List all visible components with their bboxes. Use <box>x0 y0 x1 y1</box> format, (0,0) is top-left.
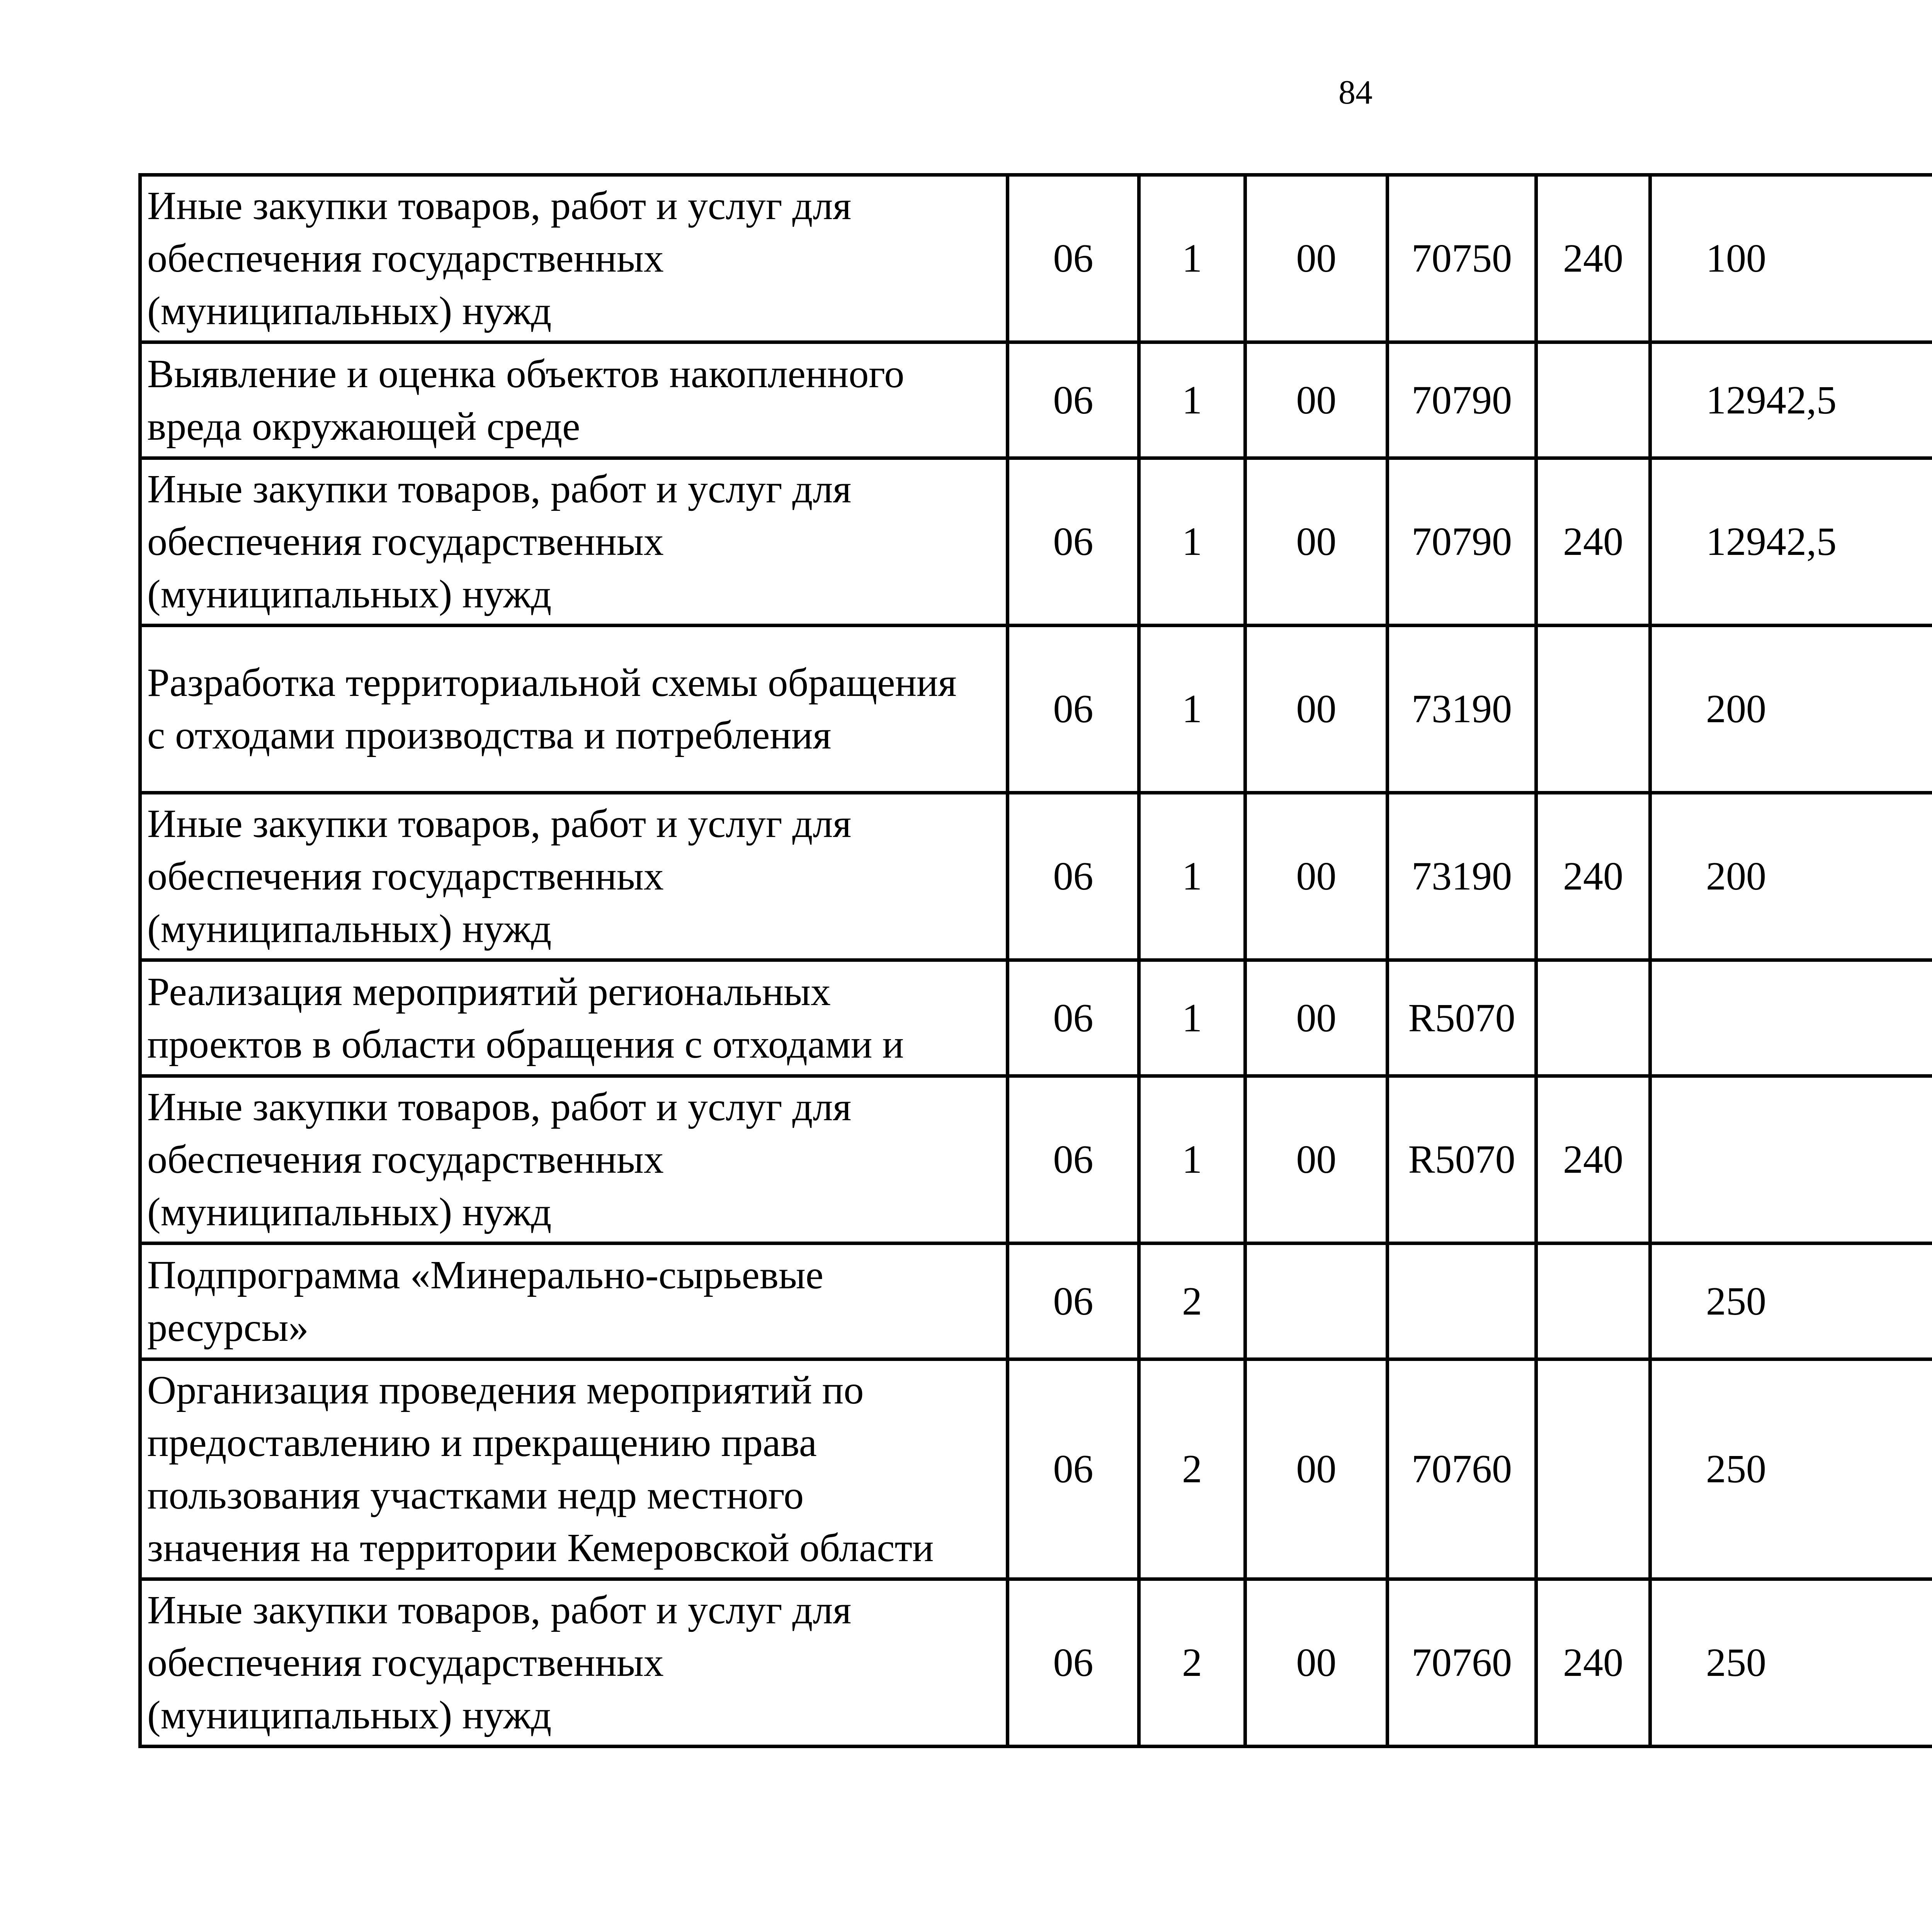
cell-subprogram: 1 <box>1139 960 1245 1076</box>
description-line: (муниципальных) нужд <box>147 289 552 333</box>
cell-section: 06 <box>1008 793 1139 960</box>
table-body <box>140 175 1932 1747</box>
table-row <box>140 1243 1932 1359</box>
cell-year1: 250 <box>1650 1243 1932 1359</box>
description-line: Выявление и оценка объектов накопленного <box>147 351 905 396</box>
cell-subprogram: 1 <box>1139 458 1245 626</box>
cell-code: 70790 <box>1388 458 1536 626</box>
description-line: (муниципальных) нужд <box>147 1190 552 1234</box>
description-line: (муниципальных) нужд <box>147 572 552 616</box>
cell-year1 <box>1650 960 1932 1076</box>
cell-section: 06 <box>1008 1076 1139 1243</box>
table-row <box>140 626 1932 793</box>
row-description <box>140 175 1008 342</box>
cell-direction: 00 <box>1245 342 1388 458</box>
page-number: 84 <box>1338 74 1372 111</box>
table-row <box>140 1359 1932 1579</box>
row-description <box>140 1076 1008 1243</box>
description-line: обеспечения государственных <box>147 236 664 281</box>
cell-direction: 00 <box>1245 1579 1388 1747</box>
cell-code: 70760 <box>1388 1359 1536 1579</box>
cell-year1: 250 <box>1650 1359 1932 1579</box>
cell-expense-type: 240 <box>1536 793 1650 960</box>
cell-subprogram: 1 <box>1139 342 1245 458</box>
row-description <box>140 1243 1008 1359</box>
cell-direction: 00 <box>1245 960 1388 1076</box>
cell-year1: 12942,5 <box>1650 458 1932 626</box>
cell-subprogram: 1 <box>1139 1076 1245 1243</box>
cell-subprogram: 2 <box>1139 1579 1245 1747</box>
cell-year1: 100 <box>1650 175 1932 342</box>
cell-code: R5070 <box>1388 1076 1536 1243</box>
cell-year1: 200 <box>1650 793 1932 960</box>
cell-subprogram: 2 <box>1139 1243 1245 1359</box>
cell-code: 70750 <box>1388 175 1536 342</box>
cell-direction: 00 <box>1245 793 1388 960</box>
cell-code: R5070 <box>1388 960 1536 1076</box>
description-line: пользования участками недр местного <box>147 1473 804 1517</box>
cell-section: 06 <box>1008 960 1139 1076</box>
cell-subprogram: 1 <box>1139 626 1245 793</box>
cell-expense-type <box>1536 342 1650 458</box>
row-description <box>140 1579 1008 1747</box>
cell-subprogram: 1 <box>1139 175 1245 342</box>
description-line: значения на территории Кемеровской области <box>147 1526 934 1570</box>
table-row <box>140 342 1932 458</box>
cell-expense-type: 240 <box>1536 458 1650 626</box>
description-line: предоставлению и прекращению права <box>147 1420 817 1465</box>
table-row <box>140 960 1932 1076</box>
table-row <box>140 175 1932 342</box>
cell-direction <box>1245 1243 1388 1359</box>
description-line: проектов в области обращения с отходами и <box>147 1022 904 1067</box>
table-row <box>140 1579 1932 1747</box>
description-line: (муниципальных) нужд <box>147 907 552 951</box>
description-line: с отходами производства и потребления <box>147 713 832 757</box>
cell-code <box>1388 1243 1536 1359</box>
cell-direction: 00 <box>1245 1076 1388 1243</box>
cell-direction: 00 <box>1245 626 1388 793</box>
cell-year1: 200 <box>1650 626 1932 793</box>
cell-code: 73190 <box>1388 793 1536 960</box>
cell-section: 06 <box>1008 1359 1139 1579</box>
cell-expense-type <box>1536 1243 1650 1359</box>
description-line: обеспечения государственных <box>147 1640 664 1685</box>
description-line: обеспечения государственных <box>147 1137 664 1182</box>
cell-code: 70790 <box>1388 342 1536 458</box>
row-description <box>140 458 1008 626</box>
description-line: Подпрограмма «Минерально-сырьевые <box>147 1252 823 1297</box>
table-row <box>140 458 1932 626</box>
description-line: ресурсы» <box>147 1305 309 1350</box>
description-line: вреда окружающей среде <box>147 404 580 449</box>
cell-direction: 00 <box>1245 1359 1388 1579</box>
cell-code: 70760 <box>1388 1579 1536 1747</box>
table-row <box>140 793 1932 960</box>
table-row <box>140 1076 1932 1243</box>
cell-year1: 250 <box>1650 1579 1932 1747</box>
description-line: Разработка территориальной схемы обращения <box>147 660 957 705</box>
cell-section: 06 <box>1008 1243 1139 1359</box>
row-description <box>140 626 1008 793</box>
cell-subprogram: 2 <box>1139 1359 1245 1579</box>
description-line: Иные закупки товаров, работ и услуг для <box>147 1588 852 1632</box>
cell-section: 06 <box>1008 626 1139 793</box>
description-line: (муниципальных) нужд <box>147 1693 552 1737</box>
description-line: Иные закупки товаров, работ и услуг для <box>147 801 852 846</box>
cell-expense-type: 240 <box>1536 1579 1650 1747</box>
cell-direction: 00 <box>1245 175 1388 342</box>
row-description <box>140 960 1008 1076</box>
description-line: Иные закупки товаров, работ и услуг для <box>147 467 852 511</box>
cell-expense-type <box>1536 626 1650 793</box>
description-line: Реализация мероприятий региональных <box>147 969 831 1014</box>
cell-code: 73190 <box>1388 626 1536 793</box>
row-description <box>140 1359 1008 1579</box>
cell-section: 06 <box>1008 342 1139 458</box>
description-line: Иные закупки товаров, работ и услуг для <box>147 184 852 228</box>
cell-section: 06 <box>1008 175 1139 342</box>
cell-section: 06 <box>1008 458 1139 626</box>
cell-year1: 12942,5 <box>1650 342 1932 458</box>
cell-expense-type: 240 <box>1536 175 1650 342</box>
row-description <box>140 793 1008 960</box>
cell-direction: 00 <box>1245 458 1388 626</box>
cell-expense-type <box>1536 1359 1650 1579</box>
description-line: обеспечения государственных <box>147 854 664 898</box>
description-line: Организация проведения мероприятий по <box>147 1368 864 1412</box>
budget-table <box>138 173 1932 1748</box>
cell-section: 06 <box>1008 1579 1139 1747</box>
description-line: Иные закупки товаров, работ и услуг для <box>147 1085 852 1129</box>
cell-year1 <box>1650 1076 1932 1243</box>
row-description <box>140 342 1008 458</box>
cell-subprogram: 1 <box>1139 793 1245 960</box>
cell-expense-type <box>1536 960 1650 1076</box>
cell-expense-type: 240 <box>1536 1076 1650 1243</box>
description-line: обеспечения государственных <box>147 519 664 564</box>
